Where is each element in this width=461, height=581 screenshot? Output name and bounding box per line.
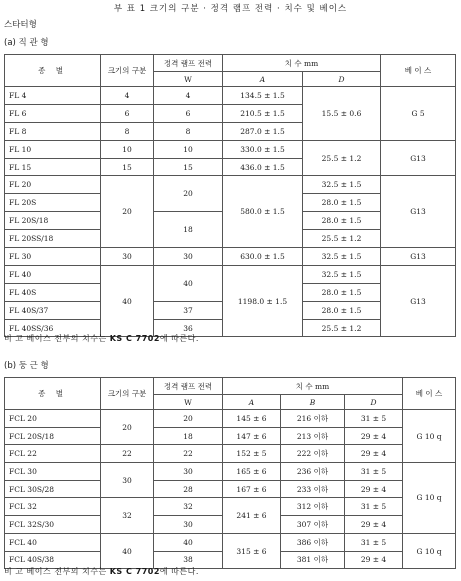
table-row [5, 533, 456, 551]
dimension-d: 29 ± 4 [345, 480, 403, 498]
size-class: 15 [101, 158, 154, 176]
header-dim-a: A [223, 395, 281, 410]
rated-power: 18 [154, 212, 223, 248]
dimension-a: 436.0 ± 1.5 [223, 158, 303, 176]
table-row [5, 498, 456, 516]
dimension-d: 28.0 ± 1.5 [303, 283, 381, 301]
lamp-type: FL 40SS/36 [5, 319, 101, 337]
note-a [4, 333, 199, 344]
page-title: 부 표 1 크기의 구분 · 정격 램프 전력 · 치수 및 베이스 [113, 4, 348, 14]
table-row [5, 427, 456, 445]
rated-power: 30 [154, 463, 223, 481]
rated-power: 22 [154, 445, 223, 463]
lamp-type: FCL 32S/30 [5, 516, 101, 534]
dimension-b: 236 이하 [281, 463, 345, 481]
size-class: 20 [101, 176, 154, 248]
dimension-d: 28.0 ± 1.5 [303, 194, 381, 212]
size-class: 6 [101, 104, 154, 122]
lamp-type: FL 20 [5, 176, 101, 194]
base-type: G 10 q [403, 463, 456, 534]
note-a-suffix: 에 따른다. [159, 334, 199, 343]
size-class: 8 [101, 122, 154, 140]
base-type: G13 [381, 265, 456, 337]
size-class: 30 [101, 248, 154, 266]
dimension-d: 28.0 ± 1.5 [303, 212, 381, 230]
dimension-d: 31 ± 5 [345, 498, 403, 516]
lamp-type: FCL 30 [5, 463, 101, 481]
rated-power: 40 [154, 533, 223, 551]
dimension-a: 287.0 ± 1.5 [223, 122, 303, 140]
dimension-b: 307 이하 [281, 516, 345, 534]
dimension-d: 25.5 ± 1.2 [303, 140, 381, 176]
rated-power: 6 [154, 104, 223, 122]
base-type: G 10 q [403, 533, 456, 568]
lamp-type: FL 40 [5, 265, 101, 283]
table-row [5, 480, 456, 498]
dimension-b: 222 이하 [281, 445, 345, 463]
note-a-prefix: 비 고 베이스 전부의 치수는 [4, 334, 110, 343]
size-class: 32 [101, 498, 154, 533]
table-row [5, 140, 456, 158]
lamp-type: FL 8 [5, 122, 101, 140]
lamp-type: FL 20S [5, 194, 101, 212]
rated-power: 8 [154, 122, 223, 140]
header-base: 베 이 스 [381, 55, 456, 87]
dimension-d: 28.0 ± 1.5 [303, 301, 381, 319]
subsection-heading-a: (a) 직 관 형 [4, 38, 49, 48]
size-class: 4 [101, 87, 154, 105]
lamp-type: FCL 40S/38 [5, 551, 101, 569]
rated-power: 36 [154, 319, 223, 337]
lamp-type: FCL 20 [5, 410, 101, 428]
lamp-type: FCL 32 [5, 498, 101, 516]
dimension-b: 312 이하 [281, 498, 345, 516]
dimension-d: 29 ± 4 [345, 445, 403, 463]
dimension-a: 167 ± 6 [223, 480, 281, 498]
dimension-d: 31 ± 5 [345, 533, 403, 551]
subsection-heading-b: (b) 둥 근 형 [4, 361, 49, 371]
header-power: 정격 램프 전력 [154, 55, 223, 72]
dimension-a: 315 ± 6 [223, 533, 281, 568]
lamp-type: FL 6 [5, 104, 101, 122]
size-class: 30 [101, 463, 154, 498]
lamp-type: FL 40S/37 [5, 301, 101, 319]
lamp-type: FL 30 [5, 248, 101, 266]
note-b-suffix: 에 따른다. [159, 567, 199, 576]
dimension-b: 216 이하 [281, 410, 345, 428]
rated-power: 30 [154, 248, 223, 266]
rated-power: 28 [154, 480, 223, 498]
rated-power: 37 [154, 301, 223, 319]
rated-power: 20 [154, 410, 223, 428]
rated-power: 10 [154, 140, 223, 158]
size-class: 10 [101, 140, 154, 158]
table-row [5, 265, 456, 283]
lamp-type: FL 20SS/18 [5, 230, 101, 248]
dimension-d: 25.5 ± 1.2 [303, 319, 381, 337]
dimension-a: 330.0 ± 1.5 [223, 140, 303, 158]
lamp-type: FCL 20S/18 [5, 427, 101, 445]
rated-power: 20 [154, 176, 223, 212]
dimension-b: 213 이하 [281, 427, 345, 445]
dimension-a: 630.0 ± 1.5 [223, 248, 303, 266]
header-power-unit: W [154, 395, 223, 410]
header-base: 베 이 스 [403, 378, 456, 410]
dimension-a: 134.5 ± 1.5 [223, 87, 303, 105]
note-b [4, 566, 199, 577]
base-type: G13 [381, 248, 456, 266]
dimension-d: 31 ± 5 [345, 410, 403, 428]
header-dimensions: 치 수 mm [223, 55, 381, 72]
dimension-d: 29 ± 4 [345, 551, 403, 569]
table-row [5, 445, 456, 463]
base-type: G13 [381, 140, 456, 176]
size-class: 22 [101, 445, 154, 463]
dimension-b: 381 이하 [281, 551, 345, 569]
size-class: 20 [101, 410, 154, 445]
lamp-type: FCL 30S/28 [5, 480, 101, 498]
rated-power: 30 [154, 516, 223, 534]
size-class: 40 [101, 265, 154, 337]
dimension-a: 145 ± 6 [223, 410, 281, 428]
rated-power: 18 [154, 427, 223, 445]
header-dim-b: B [281, 395, 345, 410]
lamp-type: FCL 40 [5, 533, 101, 551]
dimension-d: 25.5 ± 1.2 [303, 230, 381, 248]
header-size: 크기의 구분 [101, 378, 154, 410]
header-power: 정격 램프 전력 [154, 378, 223, 395]
dimension-a: 210.5 ± 1.5 [223, 104, 303, 122]
base-type: G13 [381, 176, 456, 248]
dimension-a: 580.0 ± 1.5 [223, 176, 303, 248]
header-size: 크기의 구분 [101, 55, 154, 87]
table-row [5, 463, 456, 481]
base-type: G 5 [381, 87, 456, 141]
dimension-d: 31 ± 5 [345, 463, 403, 481]
dimension-a: 1198.0 ± 1.5 [223, 265, 303, 337]
dimension-a: 165 ± 6 [223, 463, 281, 481]
table-row [5, 176, 456, 194]
table-row [5, 410, 456, 428]
dimension-d: 32.5 ± 1.5 [303, 248, 381, 266]
note-a-standard: KS C 7702 [109, 334, 160, 343]
rated-power: 32 [154, 498, 223, 516]
dimension-b: 233 이하 [281, 480, 345, 498]
circular-lamp-table [4, 377, 456, 569]
note-b-standard: KS C 7702 [109, 567, 160, 576]
base-type: G 10 q [403, 410, 456, 463]
straight-lamp-table [4, 54, 456, 337]
dimension-d: 29 ± 4 [345, 427, 403, 445]
rated-power: 38 [154, 551, 223, 569]
header-type: 종 별 [5, 378, 101, 410]
header-dimensions: 치 수 mm [223, 378, 403, 395]
table-row [5, 248, 456, 266]
lamp-type: FL 20S/18 [5, 212, 101, 230]
lamp-type: FCL 22 [5, 445, 101, 463]
dimension-a: 152 ± 5 [223, 445, 281, 463]
dimension-d: 32.5 ± 1.5 [303, 176, 381, 194]
dimension-a: 147 ± 6 [223, 427, 281, 445]
header-dim-a: A [223, 72, 303, 87]
rated-power: 40 [154, 265, 223, 301]
dimension-d: 32.5 ± 1.5 [303, 265, 381, 283]
size-class: 40 [101, 533, 154, 568]
header-dim-d: D [303, 72, 381, 87]
note-b-prefix: 비 고 베이스 전부의 치수는 [4, 567, 110, 576]
lamp-type: FL 4 [5, 87, 101, 105]
dimension-a: 241 ± 6 [223, 498, 281, 533]
lamp-type: FL 10 [5, 140, 101, 158]
lamp-type: FL 15 [5, 158, 101, 176]
table-row [5, 87, 456, 105]
header-dim-d: D [345, 395, 403, 410]
rated-power: 15 [154, 158, 223, 176]
lamp-type: FL 40S [5, 283, 101, 301]
dimension-d: 15.5 ± 0.6 [303, 87, 381, 141]
section-heading: 스타터형 [4, 20, 37, 30]
rated-power: 4 [154, 87, 223, 105]
header-power-unit: W [154, 72, 223, 87]
dimension-b: 386 이하 [281, 533, 345, 551]
dimension-d: 29 ± 4 [345, 516, 403, 534]
header-type: 종 별 [5, 55, 101, 87]
